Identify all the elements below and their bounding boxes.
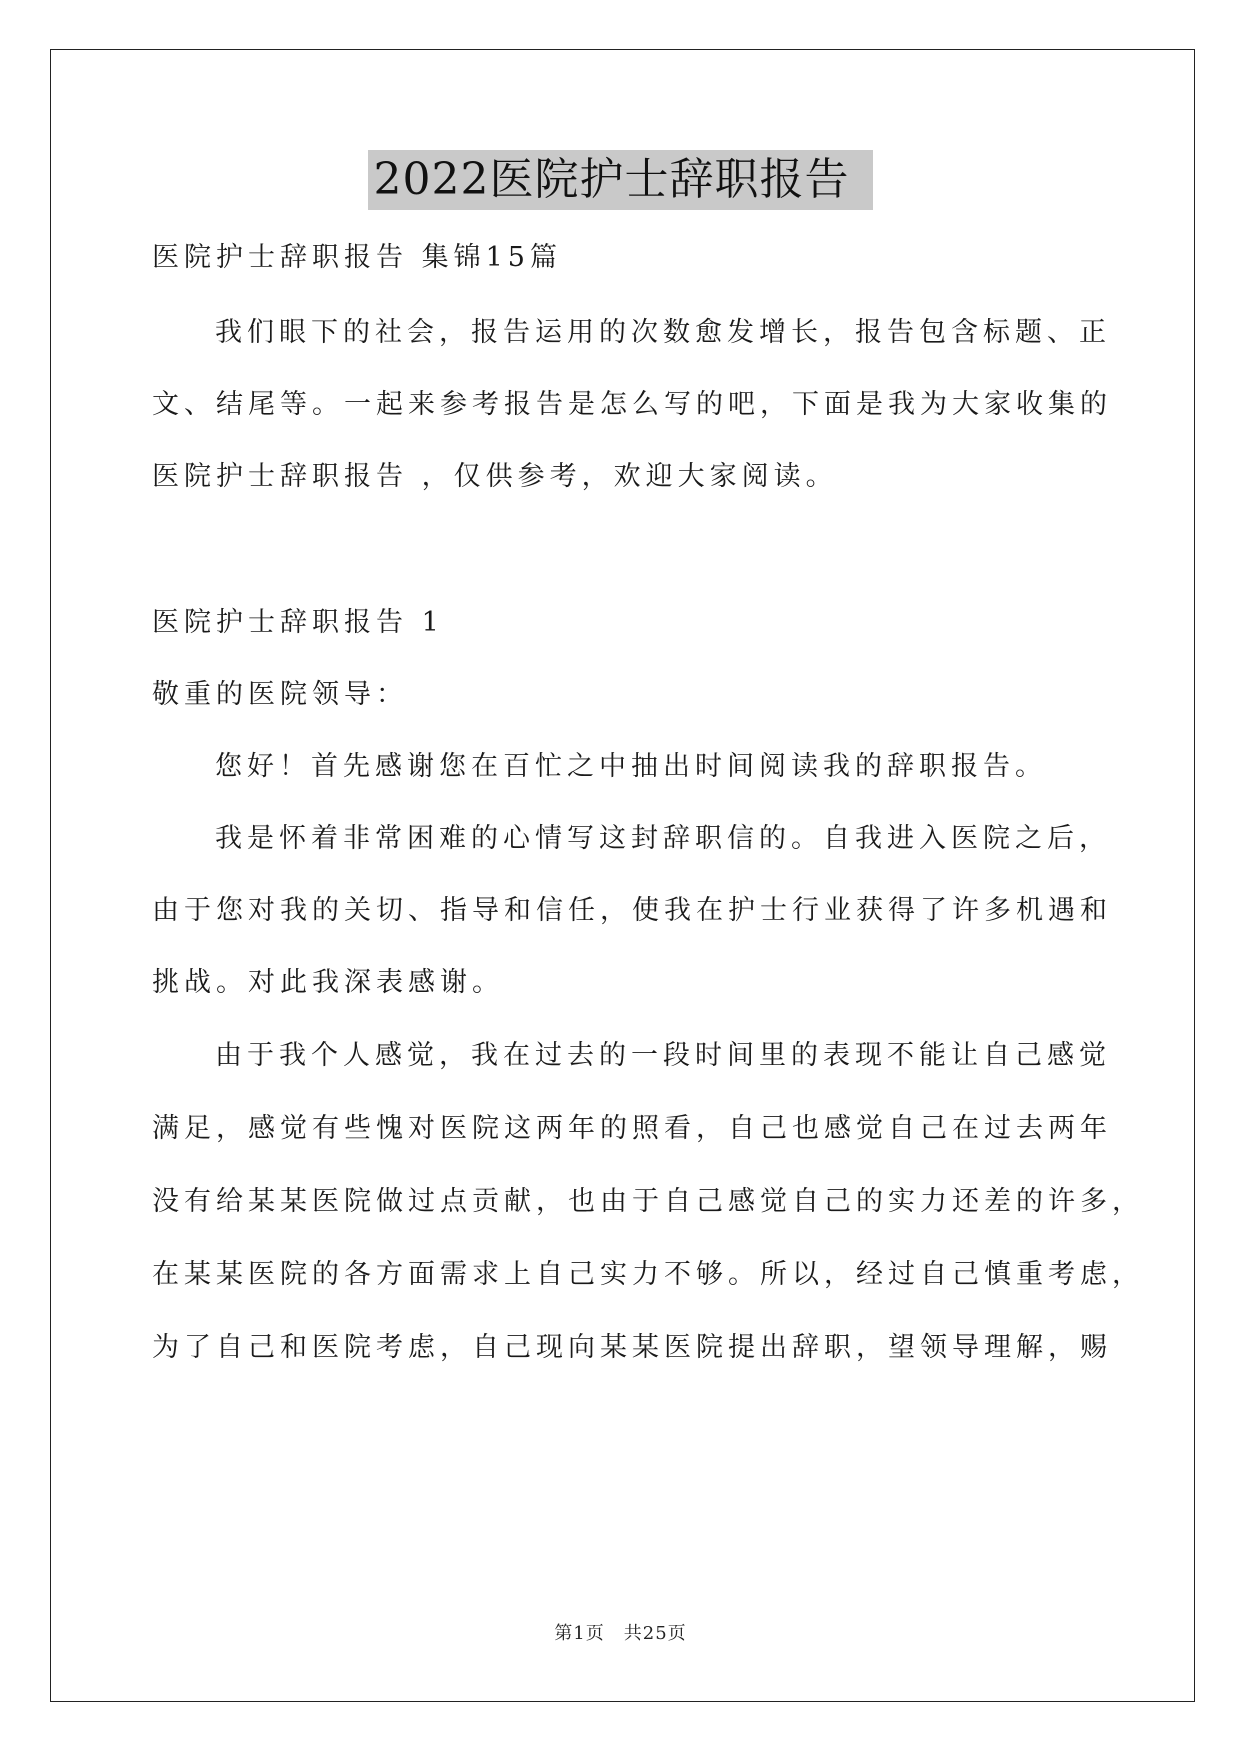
body-line-5: 由于我个人感觉，我在过去的一段时间里的表现不能让自己感觉: [215, 1040, 1111, 1071]
body-line-2: 我是怀着非常困难的心情写这封辞职信的。自我进入医院之后，: [215, 823, 1111, 854]
section-heading: 医院护士辞职报告 1: [152, 607, 444, 638]
intro-line-3: 医院护士辞职报告 ，仅供参考，欢迎大家阅读。: [152, 461, 838, 492]
body-line-8: 在某某医院的各方面需求上自己实力不够。所以，经过自己慎重考虑，: [152, 1259, 1144, 1290]
body-line-9: 为了自己和医院考虑，自己现向某某医院提出辞职，望领导理解，赐: [152, 1332, 1112, 1363]
page-footer: 第1页 共25页: [554, 1623, 687, 1644]
intro-line-2: 文、结尾等。一起来参考报告是怎么写的吧，下面是我为大家收集的: [152, 389, 1112, 420]
body-line-4: 挑战。对此我深表感谢。: [152, 967, 504, 998]
body-line-7: 没有给某某医院做过点贡献，也由于自己感觉自己的实力还差的许多，: [152, 1186, 1144, 1217]
body-line-1: 您好！首先感谢您在百忙之中抽出时间阅读我的辞职报告。: [215, 751, 1047, 782]
subtitle: 医院护士辞职报告 集锦15篇: [152, 242, 562, 273]
body-line-6: 满足，感觉有些愧对医院这两年的照看，自己也感觉自己在过去两年: [152, 1113, 1112, 1144]
document-title: 2022医院护士辞职报告: [368, 150, 874, 210]
title-wrap: [0, 150, 1241, 210]
page-border: [50, 49, 1195, 1702]
body-line-3: 由于您对我的关切、指导和信任，使我在护士行业获得了许多机遇和: [152, 895, 1112, 926]
intro-line-1: 我们眼下的社会，报告运用的次数愈发增长，报告包含标题、正: [215, 317, 1111, 348]
salutation: 敬重的医院领导：: [152, 679, 408, 710]
